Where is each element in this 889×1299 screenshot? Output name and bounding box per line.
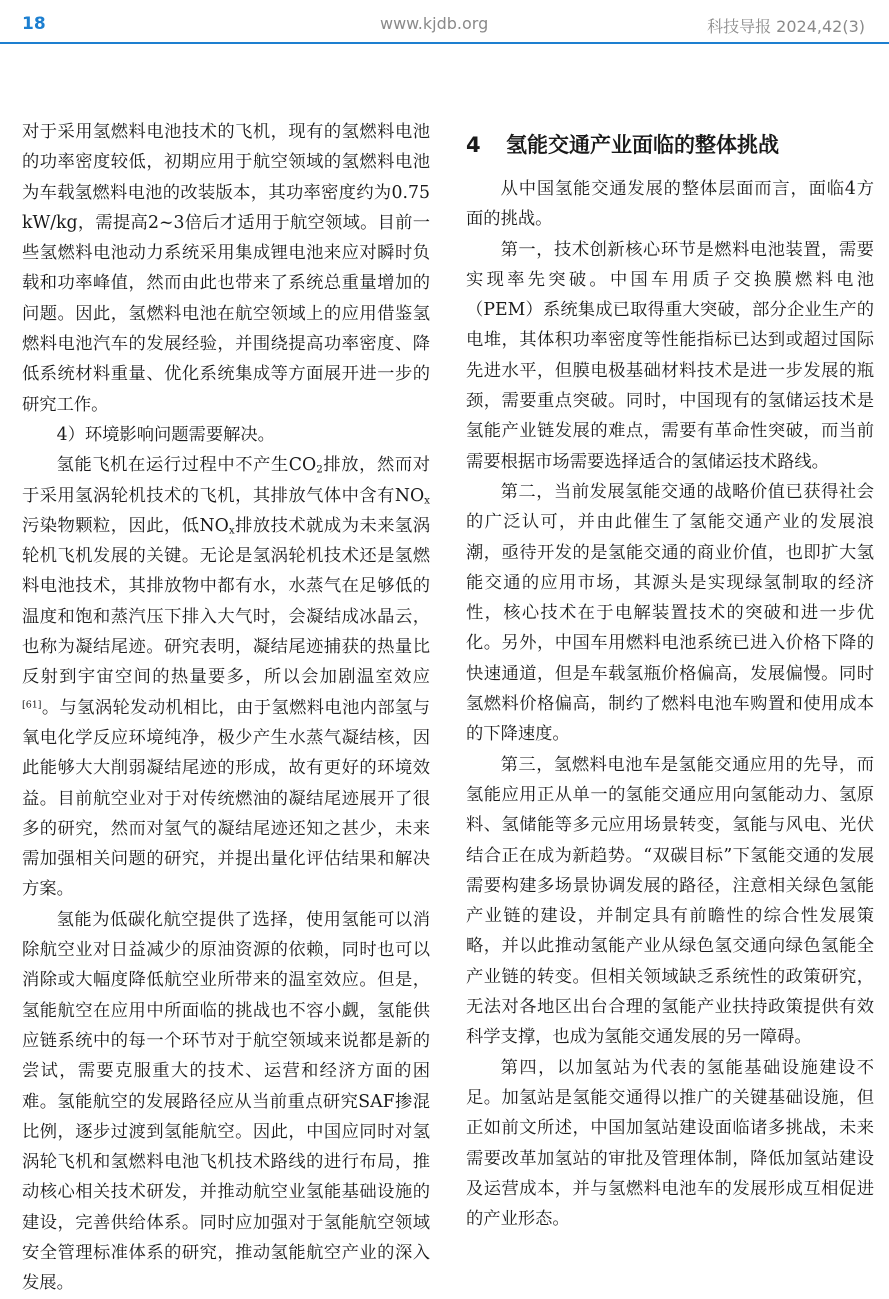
right-column [466,125,874,1234]
reference-link[interactable]: [61] [22,698,42,710]
list-item-heading: 4）环境影响问题需要解决。 [56,424,275,445]
paragraph: 氢能飞机在运行过程中不产生$CO_2$排放，然而对于采用氢涡轮机技术的飞机，其排放气体中含有$NO_x$污染物颗粒，因此，低$NO_x$排放技术就成为未来氢涡轮机飞机发展的关键。无论是氢涡轮机技术还是氢燃料电池技术，其排放物中都有水，水蒸气在足够低的温度和饱和蒸汽压下排入大气时，会凝结成冰晶云，也称为凝结尾迹。研究表明，凝结尾迹捕获的热量比反射到宇宙空间的热量要多，所以会加剧温室效应[61]。与氢涡轮发动机相比，由于氢燃料电池内部氢与氧电化学反应环境纯净，极少产生水蒸气凝结核，因此能够大大削弱凝结尾迹的形成，故有更好的环境效益。目前航空业对于对传统燃油的凝结尾迹展开了很多的研究，然而对氢气的凝结尾迹还知之甚少，未来需加强相关问题的研究，并提出量化评估结果和解决方案。 [22,455,430,900]
section-number: 4 [466,133,481,157]
left-column [22,117,430,1299]
paragraph: 第一，技术创新核心环节是燃料电池装置，需要实现率先突破。中国车用质子交换膜燃料电池（PEM）系统集成已取得重大突破，部分企业生产的电堆，其体积功率密度等性能指标已达到或超过国际先进水平，但膜电极基础材料技术是进一步发展的瓶颈，需要重点突破。同时，中国现有的氢储运技术是氢能产业链发展的难点，需要有革命性突破，而当前需要根据市场需要选择适合的氢储运技术路线。 [466,239,874,472]
paragraph: 第二，当前发展氢能交通的战略价值已获得社会的广泛认可，并由此催生了氢能交通产业的发展浪潮，亟待开发的是氢能交通的商业价值，也即扩大氢能交通的应用市场，其源头是实现绿氢制取的经济性，核心技术在于电解装置技术的突破和进一步优化。另外，中国车用燃料电池系统已进入价格下降的快速通道，但是车载氢瓶价格偏高，发展偏慢。同时氢燃料价格偏高，制约了燃料电池车购置和使用成本的下降速度。 [466,481,874,745]
site-url[interactable]: www.kjdb.org [380,14,489,33]
journal-citation: 科技导报 2024,42(3) [707,17,865,36]
section-title: 氢能交通产业面临的整体挑战 [506,133,779,157]
page-number: 18 [22,14,46,34]
paragraph: 第三，氢燃料电池车是氢能交通应用的先导，而氢能应用正从单一的氢能交通应用向氢能动力、氢原料、氢储能等多元应用场景转变，氢能与风电、光伏结合正在成为新趋势。“双碳目标”下氢能交通的发展需要构建多场景协调发展的路径，注意相关绿色氢能产业链的建设，并制定具有前瞻性的综合性发展策略，并以此推动氢能产业从绿色氢交通向绿色氢能全产业链的转变。但相关领域缺乏系统性的政策研究，无法对各地区出台合理的氢能产业扶持政策提供有效科学支撑，也成为氢能交通发展的另一障碍。 [466,754,874,1048]
header-rule [0,42,889,44]
paragraph: 氢能为低碳化航空提供了选择，使用氢能可以消除航空业对日益减少的原油资源的依赖，同时也可以消除或大幅度降低航空业所带来的温室效应。但是，氢能航空在应用中所面临的挑战也不容小觑，氢能供应链系统中的每一个环节对于航空领域来说都是新的尝试，需要克服重大的技术、运营和经济方面的困难。氢能航空的发展路径应从当前重点研究SAF掺混比例，逐步过渡到氢能航空。因此，中国应同时对氢涡轮飞机和氢燃料电池飞机技术路线的进行布局，推动核心相关技术研发，并推动航空业氢能基础设施的建设，完善供给体系。同时应加强对于氢能航空领域安全管理标准体系的研究，推动氢能航空产业的深入发展。 [22,909,430,1294]
paragraph: 第四，以加氢站为代表的氢能基础设施建设不足。加氢站是氢能交通得以推广的关键基础设施，但正如前文所述，中国加氢站建设面临诸多挑战，未来需要改革加氢站的审批及管理体制，降低加氢站建设及运营成本，并与氢燃料电池车的发展形成互相促进的产业形态。 [466,1057,874,1230]
page-header [0,0,889,44]
section-heading [466,125,874,165]
paragraph: 从中国氢能交通发展的整体层面而言，面临4方面的挑战。 [466,179,874,230]
paragraph: 对于采用氢燃料电池技术的飞机，现有的氢燃料电池的功率密度较低，初期应用于航空领域的氢燃料电池为车载氢燃料电池的改装版本，其功率密度约为0.75 kW/kg，需提高2~3倍后才适用于航空领域。目前一些氢燃料电池动力系统采用集成锂电池来应对瞬时负载和功率峰值，然而由此也带来了系统总重量增加的问题。因此，氢燃料电池在航空领域上的应用借鉴氢燃料电池汽车的发展经验，并围绕提高功率密度、降低系统材料重量、优化系统集成等方面展开进一步的研究工作。 [22,122,430,415]
